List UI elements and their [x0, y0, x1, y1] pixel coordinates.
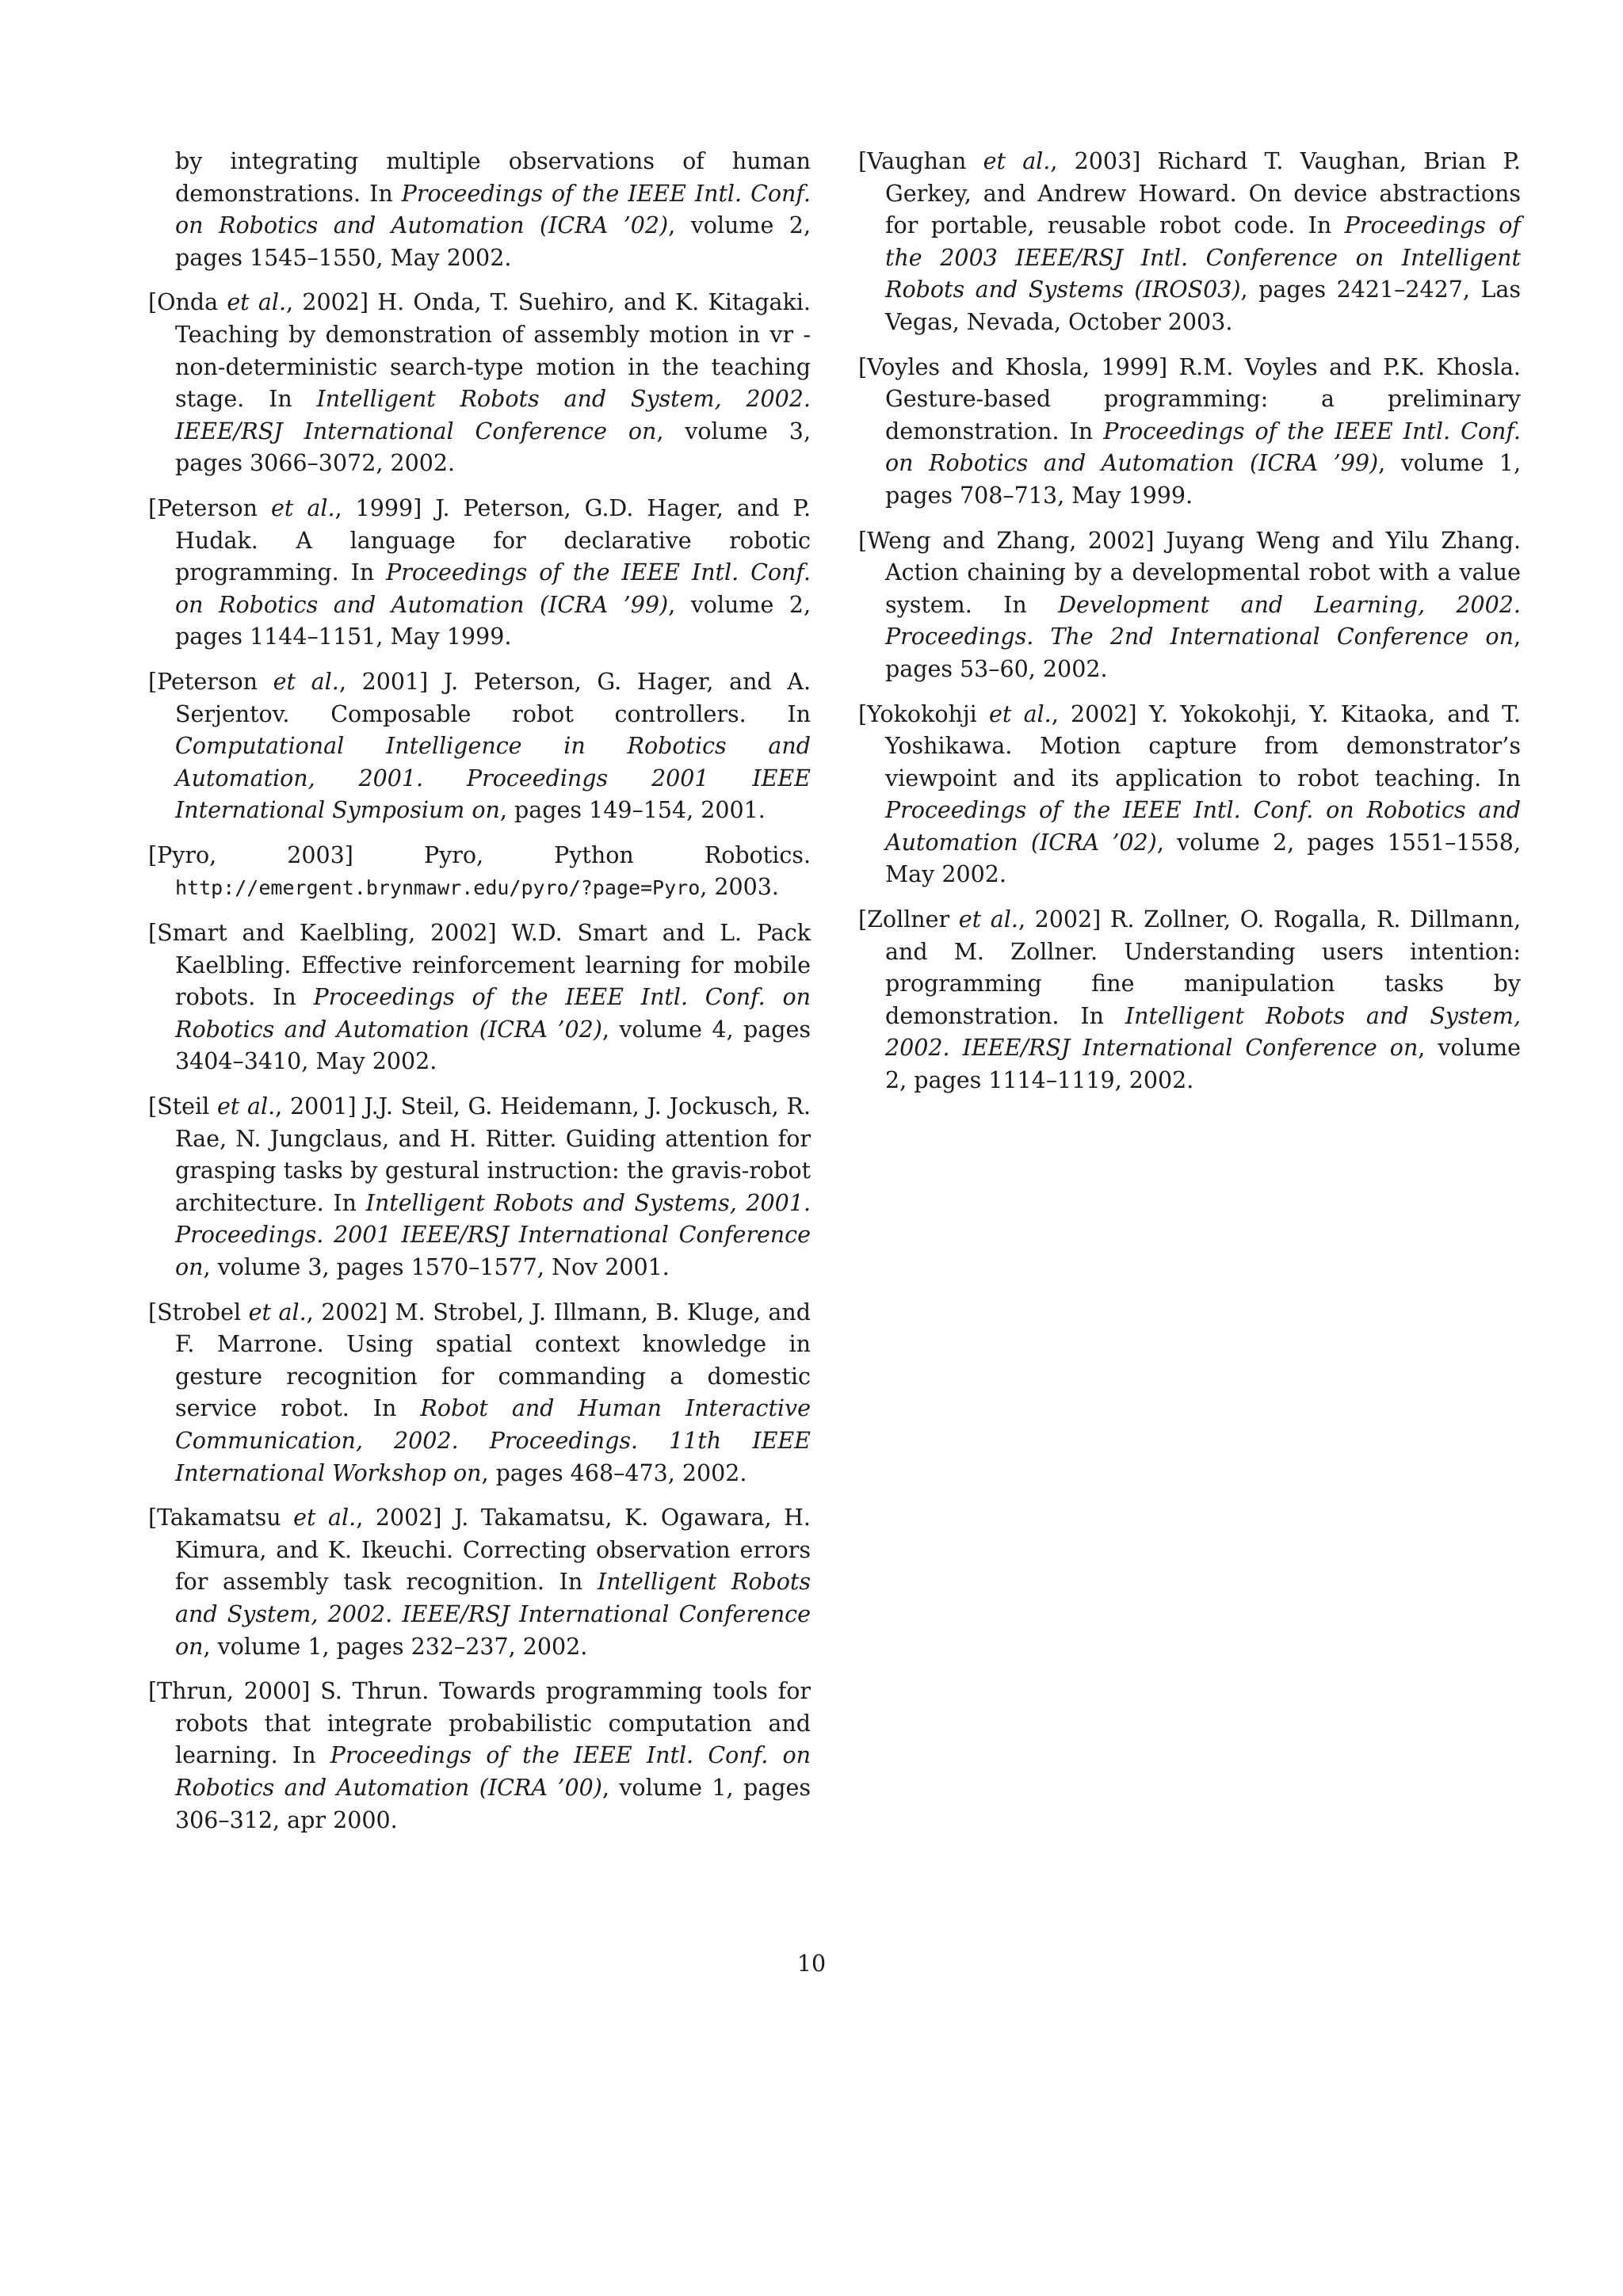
reference-text: [Takamatsu — [148, 1505, 294, 1531]
reference-text: [Steil — [148, 1093, 217, 1120]
reference-text: , 2003. — [700, 874, 779, 901]
references-left-column — [148, 146, 811, 1849]
reference-entry — [858, 525, 1521, 686]
reference-text: [Zollner — [858, 906, 959, 933]
reference-text: [Thrun, 2000] S. Thrun. Towards programming tools for robots that integrate probabilistic computation and learning. In — [148, 1678, 811, 1769]
reference-text: , volume 1, pages 232–237, 2002. — [203, 1633, 588, 1660]
reference-text: by integrating multiple observations of human demonstrations. In — [175, 148, 811, 207]
reference-italic-text: Computational Intelligence in Robotics and Automation, 2001. Proceedings 2001 IEEE International Symposium on — [175, 733, 811, 824]
reference-text: , volume 2, pages 1545–1550, May 2002. — [175, 212, 812, 271]
reference-text: , 1999] J. Peterson, G.D. Hager, and P. Hudak. A language for declarative robotic programming. In — [175, 494, 811, 586]
reference-text: [Weng and Zhang, 2002] Juyang Weng and Yilu Zhang. Action chaining by a developmental robot with a value system. In — [858, 527, 1521, 618]
reference-italic-text: et al. — [989, 700, 1052, 727]
reference-italic-text: Proceedings of the 2003 IEEE/RSJ Intl. Conference on Intelligent Robots and Systems (IROS03) — [885, 212, 1521, 303]
reference-italic-text: Intelligent Robots and Systems, 2001. Proceedings. 2001 IEEE/RSJ International Conference on — [175, 1189, 812, 1280]
reference-text: , volume 2, pages 1144–1151, May 1999. — [175, 591, 812, 650]
reference-entry — [148, 917, 811, 1078]
reference-italic-text: et al. — [248, 1299, 307, 1325]
reference-italic-text: Proceedings of the IEEE Intl. Conf. on Robotics and Automation (ICRA ’02) — [175, 180, 811, 239]
references-right-column — [858, 146, 1521, 1110]
reference-text: , 2002] Y. Yokokohji, Y. Kitaoka, and T. Yoshikawa. Motion capture from demonstrator’s viewpoint and its application to robot teaching. In — [885, 700, 1521, 791]
reference-text: , volume 2, pages 1551–1558, May 2002. — [885, 829, 1522, 888]
reference-italic-text: et al. — [216, 1093, 276, 1120]
reference-text: , pages 53–60, 2002. — [885, 624, 1521, 682]
reference-entry — [148, 1676, 811, 1836]
reference-entry — [148, 493, 811, 654]
reference-entry — [858, 699, 1521, 892]
reference-italic-text: Proceedings of the IEEE Intl. Conf. on Robotics and Automation (ICRA ’99) — [885, 418, 1521, 477]
reference-entry — [148, 1297, 811, 1490]
reference-entry — [148, 287, 811, 480]
reference-italic-text: Proceedings of the IEEE Intl. Conf. on Robotics and Automation (ICRA ’02) — [175, 984, 811, 1043]
reference-text: [Smart and Kaelbling, 2002] W.D. Smart and L. Pack Kaelbling. Effective reinforcement learning for mobile robots. In — [148, 920, 811, 1011]
reference-italic-text: Proceedings of the IEEE Intl. Conf. on Robotics and Automation (ICRA ’99) — [175, 559, 811, 618]
reference-italic-text: et al. — [293, 1505, 357, 1531]
reference-text: , 2002] M. Strobel, J. Illmann, B. Kluge, and F. Marrone. Using spatial context knowledge in gesture recognition for commanding a domestic service robot. In — [175, 1299, 811, 1422]
reference-italic-text: et al. — [958, 906, 1018, 933]
reference-text: [Onda — [148, 289, 227, 316]
reference-text: [Pyro, 2003] Pyro, Python Robotics. — [148, 841, 811, 868]
reference-italic-text: et al. — [273, 668, 339, 695]
reference-italic-text: Proceedings of the IEEE Intl. Conf. on Robotics and Automation (ICRA ’00) — [175, 1742, 811, 1801]
reference-text: [Peterson — [148, 668, 273, 695]
reference-entry — [148, 666, 811, 827]
reference-entry — [858, 904, 1521, 1097]
reference-italic-text: Intelligent Robots and System, 2002. IEEE/RSJ International Conference on — [885, 1002, 1521, 1062]
reference-text: , volume 4, pages 3404–3410, May 2002. — [175, 1016, 811, 1075]
reference-entry — [858, 352, 1521, 513]
reference-text: [Vaughan — [858, 148, 983, 174]
reference-italic-text: et al. — [271, 494, 335, 521]
reference-text: [Strobel — [148, 1299, 249, 1325]
reference-text: , volume 2, pages 1114–1119, 2002. — [885, 1035, 1521, 1094]
reference-text: , 2002] J. Takamatsu, K. Ogawara, H. Kimura, and K. Ikeuchi. Correcting observation errors for assembly task recognition. In — [175, 1505, 811, 1596]
page-number: 10 — [796, 1951, 827, 1977]
reference-text: , volume 1, pages 306–312, apr 2000. — [175, 1774, 811, 1833]
reference-text: , volume 3, pages 1570–1577, Nov 2001. — [203, 1254, 670, 1280]
reference-italic-text: Proceedings of the IEEE Intl. Conf. on Robotics and Automation (ICRA ’02) — [885, 797, 1521, 856]
reference-text: , 2001] J. Peterson, G. Hager, and A. Serjentov. Composable robot controllers. In — [175, 668, 812, 727]
reference-text: , pages 468–473, 2002. — [481, 1459, 747, 1486]
reference-text: , 2002] H. Onda, T. Suehiro, and K. Kitagaki. Teaching by demonstration of assembly motion in vr - non-deterministic search-type motion in the teaching stage. In — [175, 289, 811, 413]
reference-italic-text: Development and Learning, 2002. Proceedings. The 2nd International Conference on — [885, 591, 1521, 650]
reference-italic-text: Robot and Human Interactive Communication, 2002. Proceedings. 11th IEEE International Workshop on — [175, 1395, 811, 1486]
reference-entry — [858, 146, 1521, 339]
reference-text: , pages 149–154, 2001. — [499, 797, 766, 824]
reference-url: http://emergent.brynmawr.edu/pyro/?page=Pyro — [175, 876, 701, 900]
reference-entry — [148, 1091, 811, 1284]
reference-text: [Yokokohji — [858, 700, 990, 727]
reference-text: , pages 2421–2427, Las Vegas, Nevada, October 2003. — [885, 277, 1522, 335]
reference-italic-text: Intelligent Robots and System, 2002. IEEE/RSJ International Conference on — [175, 1569, 812, 1660]
reference-text: , 2002] R. Zollner, O. Rogalla, R. Dillmann, and M. Zollner. Understanding users intention: programming fine manipulation tasks by demonstration. In — [885, 906, 1522, 1029]
reference-italic-text: et al. — [227, 289, 287, 316]
reference-text: , 2003] Richard T. Vaughan, Brian P. Gerkey, and Andrew Howard. On device abstractions for portable, reusable robot code. In — [885, 148, 1521, 239]
reference-italic-text: et al. — [983, 148, 1051, 174]
reference-text: , 2001] J.J. Steil, G. Heidemann, J. Jockusch, R. Rae, N. Jungclaus, and H. Ritter. Guiding attention for grasping tasks by gestural instruction: the gravis-robot architecture. In — [175, 1093, 811, 1216]
reference-text: , volume 3, pages 3066–3072, 2002. — [175, 418, 811, 477]
reference-entry — [148, 840, 811, 905]
reference-text: , volume 1, pages 708–713, May 1999. — [885, 450, 1522, 509]
reference-italic-text: Intelligent Robots and System, 2002. IEEE/RSJ International Conference on — [175, 386, 811, 444]
reference-entry — [148, 1502, 811, 1663]
reference-entry-continuation — [148, 146, 811, 274]
reference-text: [Voyles and Khosla, 1999] R.M. Voyles and P.K. Khosla. Gesture-based programming: a preliminary demonstration. In — [858, 353, 1521, 444]
reference-text: [Peterson — [148, 494, 272, 521]
